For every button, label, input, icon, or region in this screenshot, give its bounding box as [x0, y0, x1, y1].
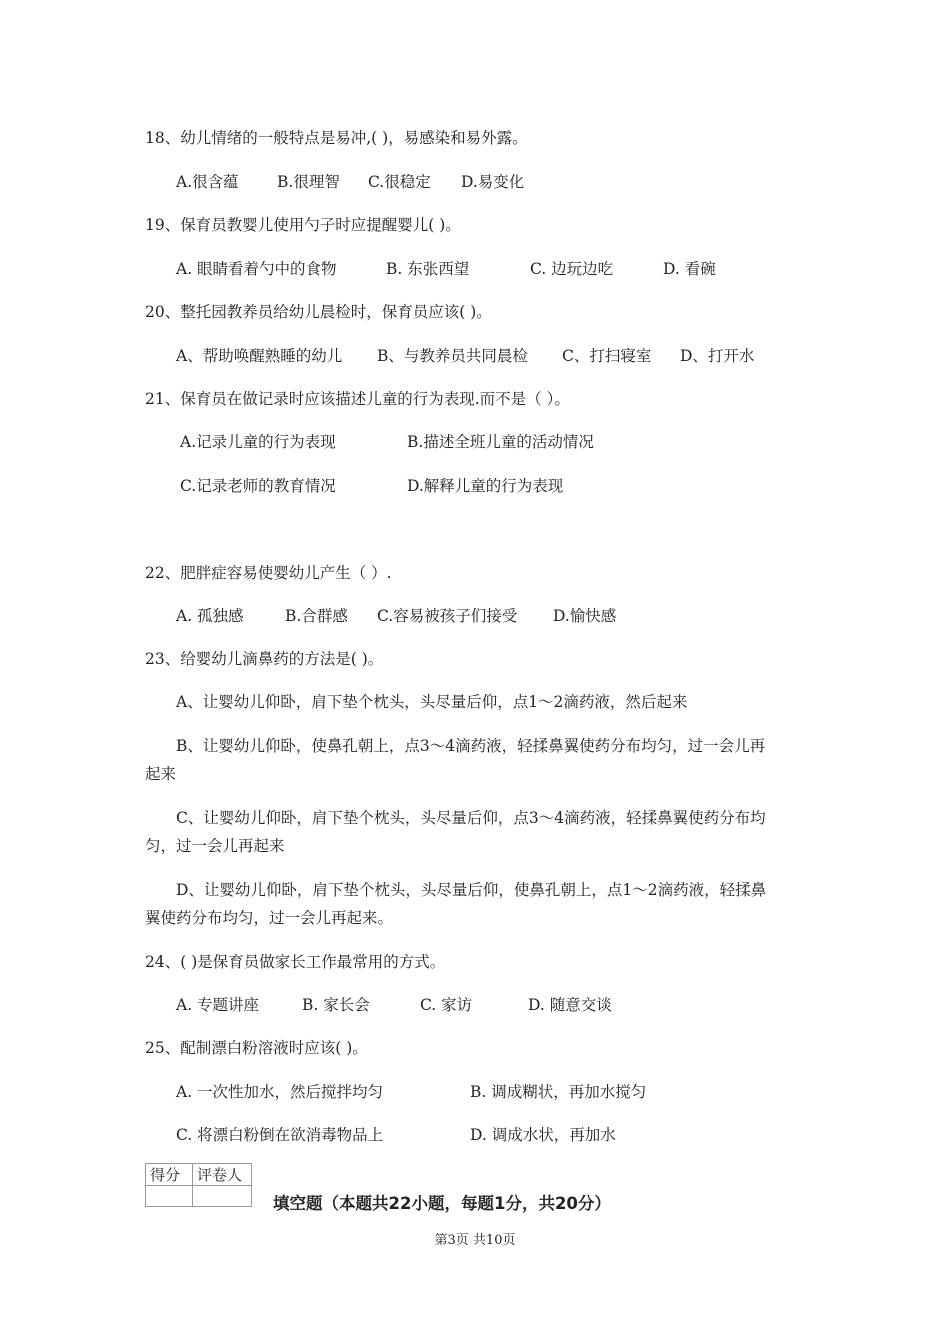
- question-19-option-a: A. 眼睛看着勺中的食物: [176, 260, 337, 278]
- score-box: [145, 1163, 252, 1207]
- question-25-stem: 25、配制漂白粉溶液时应该( )。: [145, 1039, 368, 1057]
- question-18-option-d: D.易变化: [461, 173, 525, 191]
- question-19-stem: 19、保育员教婴儿使用勺子时应提醒婴儿( )。: [145, 216, 461, 234]
- question-19-option-c: C. 边玩边吃: [530, 260, 614, 278]
- question-21-option-a: A.记录儿童的行为表现: [180, 433, 336, 451]
- question-22-option-d: D.愉快感: [553, 607, 617, 625]
- question-25-option-c: C. 将漂白粉倒在欲消毒物品上: [176, 1126, 384, 1144]
- question-21-option-d: D.解释儿童的行为表现: [407, 477, 564, 495]
- question-25-option-d: D. 调成水状，再加水: [470, 1126, 616, 1144]
- grader-label: 评卷人: [193, 1164, 252, 1186]
- question-18-option-b: B.很理智: [277, 173, 340, 191]
- question-24-option-b: B. 家长会: [302, 996, 370, 1014]
- question-23-option-d-line2: 翼使药分布均匀，过一会儿再起来。: [145, 909, 394, 927]
- question-22-option-a: A. 孤独感: [176, 607, 244, 625]
- question-24-stem: 24、( )是保育员做家长工作最常用的方式。: [145, 953, 446, 971]
- question-23-option-a: A、让婴幼儿仰卧，肩下垫个枕头，头尽量后仰，点1～2滴药液，然后起来: [176, 693, 688, 711]
- question-18-option-a: A.很含蕴: [176, 173, 239, 191]
- question-23-stem: 23、给婴幼儿滴鼻药的方法是( )。: [145, 650, 384, 668]
- section-title: 填空题（本题共22小题，每题1分，共20分）: [273, 1194, 611, 1213]
- question-20-stem: 20、整托园教养员给幼儿晨检时，保育员应该( )。: [145, 303, 492, 321]
- question-22-stem: 22、肥胖症容易使婴幼儿产生（ ）.: [145, 564, 392, 582]
- question-24-option-d: D. 随意交谈: [528, 996, 612, 1014]
- question-20-option-a: A、帮助唤醒熟睡的幼儿: [176, 347, 343, 365]
- question-25-option-b: B. 调成糊状，再加水搅匀: [470, 1083, 647, 1101]
- score-label: 得分: [146, 1164, 193, 1186]
- question-21-option-b: B.描述全班儿童的活动情况: [407, 433, 594, 451]
- question-23-option-b-line2: 起来: [145, 765, 177, 783]
- question-25-option-a: A. 一次性加水，然后搅拌均匀: [176, 1083, 384, 1101]
- question-20-option-b: B、与教养员共同晨检: [377, 347, 528, 365]
- question-18-stem: 18、幼儿情绪的一般特点是易冲,( )，易感染和易外露。: [145, 129, 528, 147]
- question-20-option-d: D、打开水: [680, 347, 755, 365]
- question-20-option-c: C、打扫寝室: [562, 347, 652, 365]
- question-24-option-a: A. 专题讲座: [176, 996, 260, 1014]
- question-22-option-b: B.合群感: [285, 607, 348, 625]
- question-24-option-c: C. 家访: [420, 996, 473, 1014]
- question-18-option-c: C.很稳定: [368, 173, 431, 191]
- grader-cell[interactable]: [193, 1186, 252, 1207]
- question-23-option-c-line2: 匀，过一会儿再起来: [145, 837, 285, 855]
- question-21-stem: 21、保育员在做记录时应该描述儿童的行为表现.而不是（ ）。: [145, 390, 570, 408]
- question-23-option-c-line1: C、让婴幼儿仰卧，肩下垫个枕头，头尽量后仰，点3～4滴药液，轻揉鼻翼使药分布均: [176, 809, 766, 827]
- question-22-option-c: C.容易被孩子们接受: [377, 607, 518, 625]
- question-19-option-b: B. 东张西望: [386, 260, 470, 278]
- page-footer: 第3页 共10页: [434, 1233, 516, 1248]
- score-cell[interactable]: [146, 1186, 193, 1207]
- question-23-option-b-line1: B、让婴幼儿仰卧，使鼻孔朝上，点3～4滴药液，轻揉鼻翼使药分布均匀，过一会儿再: [176, 737, 766, 755]
- question-21-option-c: C.记录老师的教育情况: [180, 477, 336, 495]
- question-23-option-d-line1: D、让婴幼儿仰卧，肩下垫个枕头，头尽量后仰，使鼻孔朝上，点1～2滴药液，轻揉鼻: [176, 881, 767, 899]
- question-19-option-d: D. 看碗: [663, 260, 716, 278]
